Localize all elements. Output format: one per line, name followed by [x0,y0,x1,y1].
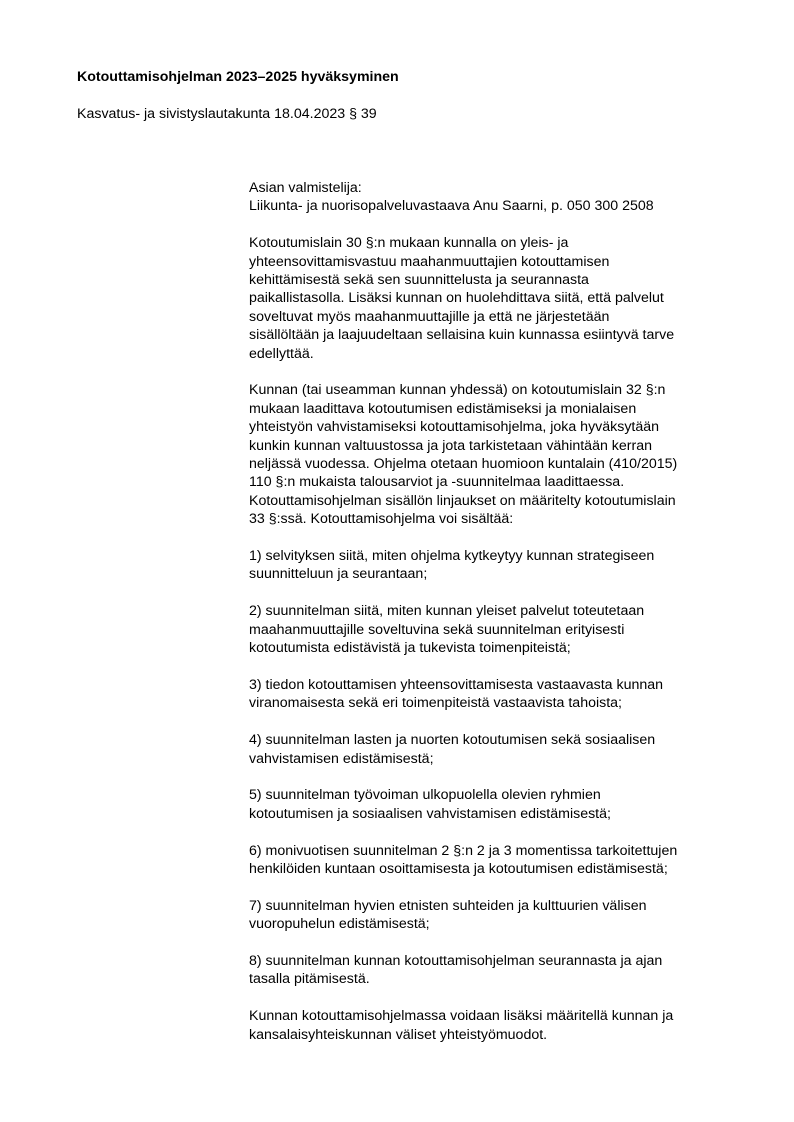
document-body [249,179,739,1044]
preparer-block [249,179,739,216]
paragraph-line: vahvistamisen edistämisestä; [249,750,434,767]
paragraph-line: 7) suunnitelman hyvien etnisten suhteiden ja kulttuurien välisen [249,897,647,914]
meeting-reference: Kasvatus- ja sivistyslautakunta 18.04.2023 § 39 [77,106,377,122]
paragraph-line: Kotouttamisohjelman sisällön linjaukset on määritelty kotoutumislain [249,492,676,509]
body-paragraph [249,897,739,934]
paragraph-line: suunnitteluun ja seurantaan; [249,566,428,583]
body-paragraph [249,676,739,713]
preparer-label: Asian valmistelija: [249,180,362,196]
body-paragraph [249,234,739,363]
paragraph-line: 33 §:ssä. Kotouttamisohjelma voi sisältää: [249,511,514,528]
paragraph-line: vuoropuhelun edistämisestä; [249,916,430,933]
paragraph-line: maahanmuuttajille soveltuvina sekä suunnitelman erityisesti [249,621,625,638]
body-paragraph [249,842,739,879]
page-title: Kotouttamisohjelman 2023–2025 hyväksyminen [77,69,399,85]
body-paragraph [249,602,739,657]
paragraph-line: 6) monivuotisen suunnitelman 2 §:n 2 ja 3 momentissa tarkoitettujen [249,842,678,859]
paragraph-line: 4) suunnitelman lasten ja nuorten kotoutumisen sekä sosiaalisen [249,732,656,749]
paragraph-line: 8) suunnitelman kunnan kotouttamisohjelman seurannasta ja ajan [249,952,663,969]
body-paragraph [249,731,739,768]
paragraph-list [249,234,739,1044]
paragraph-line: henkilöiden kuntaan osoittamisesta ja kotoutumisen edistämisestä; [249,860,668,877]
body-paragraph [249,547,739,584]
paragraph-line: soveltuvat myös maahanmuuttajille ja että ne järjestetään [249,308,610,325]
paragraph-line: kunkin kunnan valtuustossa ja jota tarkistetaan vähintään kerran [249,437,653,454]
paragraph-line: paikallistasolla. Lisäksi kunnan on huolehdittava siitä, että palvelut [249,290,664,307]
paragraph-line: sisällöltään ja laajuudeltaan sellaisina kuin kunnassa esiintyvä tarve [249,327,675,344]
paragraph-line: Kotoutumislain 30 §:n mukaan kunnalla on yleis- ja [249,235,569,252]
paragraph-line: yhteistyön vahvistamiseksi kotouttamisohjelma, joka hyväksytään [249,419,660,436]
paragraph-line: 5) suunnitelman työvoiman ulkopuolella olevien ryhmien [249,787,601,804]
preparer-info: Liikunta- ja nuorisopalveluvastaava Anu Saarni, p. 050 300 2508 [249,198,654,215]
paragraph-line: edellyttää. [249,345,314,362]
paragraph-line: Kunnan kotouttamisohjelmassa voidaan lisäksi määritellä kunnan ja [249,1008,674,1025]
paragraph-line: 110 §:n mukaista talousarviot ja -suunnitelmaa laadittaessa. [249,474,625,491]
body-paragraph [249,381,739,528]
paragraph-line: neljässä vuodessa. Ohjelma otetaan huomioon kuntalain (410/2015) [249,456,678,473]
paragraph-line: yhteensovittamisvastuu maahanmuuttajien kotouttamisen [249,253,610,270]
paragraph-line: 1) selvityksen siitä, miten ohjelma kytkeytyy kunnan strategiseen [249,548,655,565]
body-paragraph [249,1007,739,1044]
body-paragraph [249,952,739,989]
paragraph-line: kansalaisyhteiskunnan väliset yhteistyömuodot. [249,1026,548,1043]
paragraph-line: tasalla pitämisestä. [249,971,370,988]
paragraph-line: 3) tiedon kotouttamisen yhteensovittamisesta vastaavasta kunnan [249,676,664,693]
paragraph-line: mukaan laadittava kotoutumisen edistämiseksi ja monialaisen [249,400,637,417]
paragraph-line: kotoutumisen ja sosiaalisen vahvistamisen edistämisestä; [249,805,611,822]
paragraph-line: kehittämisestä sekä sen suunnittelusta ja seurannasta [249,272,589,289]
body-paragraph [249,786,739,823]
paragraph-line: 2) suunnitelman siitä, miten kunnan yleiset palvelut toteutetaan [249,603,645,620]
paragraph-line: kotoutumista edistävistä ja tukevista toimenpiteistä; [249,640,571,657]
paragraph-line: Kunnan (tai useamman kunnan yhdessä) on kotoutumislain 32 §:n [249,382,666,399]
paragraph-line: viranomaisesta sekä eri toimenpiteistä vastaavista tahoista; [249,695,622,712]
